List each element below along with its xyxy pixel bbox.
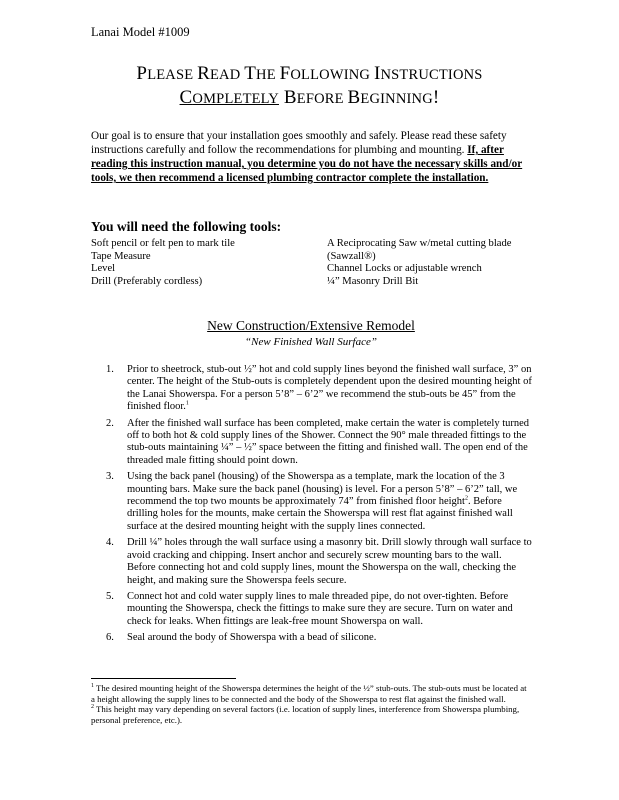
- tool-item: (Sawzall®): [327, 250, 376, 262]
- step-5: [106, 591, 532, 628]
- step-number: 6.: [106, 632, 114, 644]
- title-smallcaps: LEASE: [147, 67, 198, 83]
- tool-item: Level: [91, 263, 116, 275]
- footnote-ref: 2: [464, 495, 468, 502]
- tool-item: Channel Locks or adjustable wrench: [327, 263, 482, 275]
- title-smallcaps: OLLOWING: [290, 67, 374, 83]
- title-smallcaps: OMPLETELY: [192, 91, 279, 107]
- tools-heading: You will need the following tools:: [91, 219, 282, 234]
- title-exclamation: !: [432, 87, 440, 108]
- footnotes: [91, 683, 531, 725]
- title-smallcaps: NSTRUCTIONS: [380, 67, 483, 83]
- section-subheading: “New Finished Wall Surface”: [245, 336, 377, 348]
- tool-item: A Reciprocating Saw w/metal cutting blade: [327, 238, 512, 249]
- title-cap: C: [179, 87, 193, 108]
- tool-item: Tape Measure: [91, 250, 151, 262]
- tool-item: Drill (Preferably cordless): [91, 275, 203, 287]
- footnote-divider: [91, 678, 236, 679]
- step-4: [106, 537, 532, 587]
- footnote-text: This height may vary depending on several factors (i.e. location of supply lines, interference from Showerspa plumbing, personal preference, etc.).: [91, 704, 520, 725]
- step-3: [106, 471, 532, 533]
- title-cap: P: [136, 63, 148, 84]
- title-cap: B: [347, 87, 361, 108]
- step-number: 5.: [106, 590, 114, 602]
- footnote-2: [91, 704, 531, 725]
- page-title-line-1: [60, 62, 559, 87]
- tools-list-right: [327, 238, 557, 288]
- page-title-line-2: [60, 86, 559, 111]
- footnote-mark: 2: [91, 704, 94, 711]
- title-smallcaps: EAD: [210, 67, 245, 83]
- section-heading: New Construction/Extensive Remodel: [207, 318, 415, 333]
- step-text: Prior to sheetrock, stub-out ½” hot and cold supply lines beyond the finished wall surface, 3” on center. The height of the Stub-outs is completely dependent upon the desired mounting height of the Lanai Showerspa. For a person 5’8” – 6’2” we recommend the stub-outs be 45” from the finished floor.: [127, 364, 532, 413]
- title-underlined-word: [180, 87, 279, 108]
- step-text: Drill ¼” holes through the wall surface using a masonry bit. Drill slowly through wall surface to avoid cracking and chipping. Insert anchor and securely screw mounting bars to the wall. Before connecting hot and cold supply lines, mount the Showerspa on the wall, checking the height, and making sure the Showerspa feels secure.: [127, 537, 532, 586]
- model-number: Lanai Model #1009: [91, 25, 190, 39]
- footnote-ref: 1: [185, 400, 189, 407]
- step-6: [106, 632, 532, 644]
- title-cap: I: [373, 63, 381, 84]
- step-text-after: . Before drilling holes for the mounts, make certain the Showerspa will rest flat against finished wall surface at the desired mounting height with the supply lines connected.: [127, 496, 513, 532]
- intro-paragraph: [91, 129, 531, 185]
- step-number: 1.: [106, 364, 114, 375]
- title-cap: B: [283, 87, 297, 108]
- title-smallcaps: EFORE: [296, 91, 348, 107]
- instruction-steps: [106, 364, 532, 649]
- step-number: 2.: [106, 417, 114, 429]
- step-text: Connect hot and cold water supply lines to male threaded pipe, do not over-tighten. Before mounting the Showerspa, check the fittings to make sure they are secure. Turn on water and check for leaks. When fittings are leak-free mount Showerspa on wall.: [127, 590, 513, 627]
- footnote-text: The desired mounting height of the Showerspa determines the height of the ½” stub-outs. The stub-outs must be located at a height allowing the supply lines to be connected and the body of the Showerspa to rest flat against the finished wall.: [91, 683, 527, 704]
- title-cap: T: [244, 63, 257, 84]
- step-1: [106, 364, 532, 414]
- step-text: After the finished wall surface has been completed, make certain the water is completely turned off to both hot & cold supply lines of the Shower. Connect the 90° male threaded fittings to the stub-outs maintaining ¼” – ½” space between the fitting and finished wall. The open end of the threaded male fitting should point down.: [127, 417, 530, 466]
- intro-warning: If, after reading this instruction manual, you determine you do not have the necessary skills and/or tools, we then recommend a licensed plumbing contractor complete the installation.: [91, 144, 523, 184]
- intro-text: Our goal is to ensure that your installation goes smoothly and safely. Please read these safety instructions carefully and follow the recommendations for plumbing and mounting.: [91, 130, 507, 156]
- tools-list-left: [91, 238, 311, 288]
- step-number: 4.: [106, 537, 114, 549]
- tool-item: Soft pencil or felt pen to mark tile: [91, 238, 235, 249]
- title-cap: F: [279, 63, 291, 84]
- title-smallcaps: HE: [256, 67, 280, 83]
- footnote-1: [91, 683, 531, 704]
- tool-item: ¼” Masonry Drill Bit: [327, 275, 419, 287]
- step-number: 3.: [106, 471, 114, 483]
- step-text: Using the back panel (housing) of the Showerspa as a template, mark the location of the 3 mounting bars. Make sure the back panel (housing) is level. For a person 5’8” – 6’2” tall, we recommend the top two mounts be approximately 74” from finished floor height: [127, 471, 518, 508]
- step-text: Seal around the body of Showerspa with a bead of silicone.: [127, 632, 377, 644]
- title-cap: R: [197, 63, 210, 84]
- footnote-mark: 1: [91, 683, 94, 690]
- step-2: [106, 418, 532, 468]
- title-smallcaps: EGINNING: [360, 91, 433, 107]
